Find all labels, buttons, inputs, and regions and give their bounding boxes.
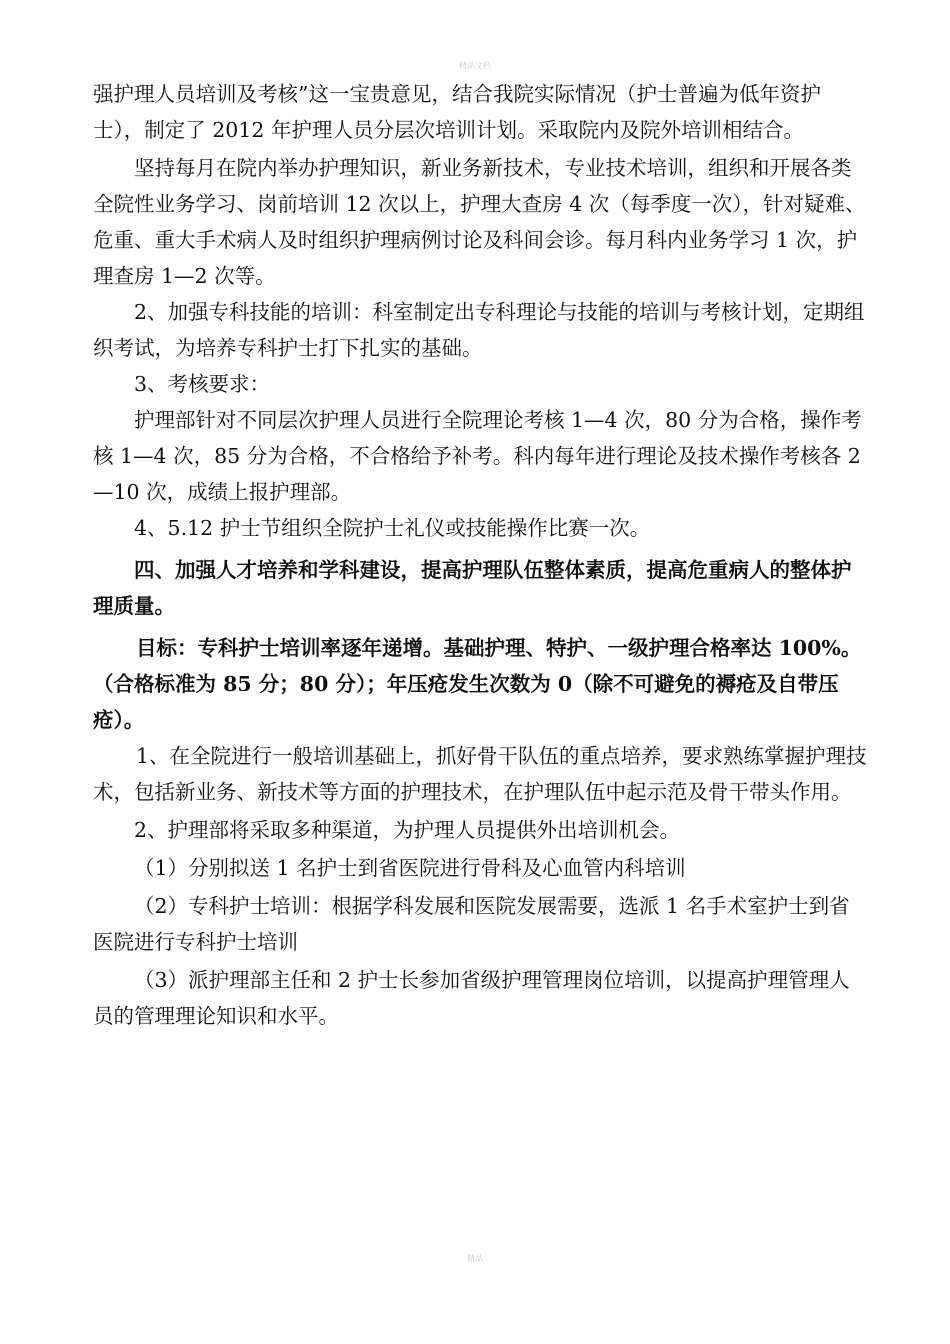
section-heading-talent: 四、加强人才培养和学科建设，提高护理队伍整体素质，提高危重病人的整体护理质量。 xyxy=(93,558,852,618)
paragraph-nurses-day: 4、5.12 护士节组织全院护士礼仪或技能操作比赛一次。 xyxy=(134,516,651,540)
document-body xyxy=(93,76,868,1034)
paragraph-goal: 目标：专科护士培训率逐年递增。基础护理、特护、一级护理合格率达 100%。（合格标准为 85 分；80 分）；年压疮发生次数为 0（除不可避免的褥疮及自带压疮）。 xyxy=(93,636,862,732)
paragraph-item-3: （3）派护理部主任和 2 护士长参加省级护理管理岗位培训，以提高护理管理人员的管理理论知识和水平。 xyxy=(93,968,850,1028)
paragraph-training-plan: 强护理人员培训及考核”这一宝贵意见，结合我院实际情况（护士普遍为低年资护士），制定了 2012 年护理人员分层次培训计划。采取院内及院外培训相结合。 xyxy=(93,82,821,142)
paragraph-item-2: （2）专科护士培训：根据学科发展和医院发展需要，选派 1 名手术室护士到省医院进行专科护士培训 xyxy=(93,894,850,954)
paragraph-item-1: （1）分别拟送 1 名护士到省医院进行骨科及心血管内科培训 xyxy=(134,856,686,880)
paragraph-specialty-skills: 2、加强专科技能的培训：科室制定出专科理论与技能的培训与考核计划，定期组织考试，为培养专科护士打下扎实的基础。 xyxy=(93,300,865,360)
paragraph-external-training: 2、护理部将采取多种渠道，为护理人员提供外出培训机会。 xyxy=(134,818,681,842)
footer-watermark: 精品 xyxy=(467,1254,483,1263)
paragraph-assessment-requirements: 护理部针对不同层次护理人员进行全院理论考核 1—4 次，80 分为合格，操作考核 1—4 次，85 分为合格，不合格给予补考。科内每年进行理论及技术操作考核各 2—10 次，成绩上报护理部。 xyxy=(93,408,862,504)
header-watermark: 精品文档 xyxy=(459,61,491,70)
paragraph-monthly-training: 坚持每月在院内举办护理知识，新业务新技术，专业技术培训，组织和开展各类全院性业务学习、岗前培训 12 次以上，护理大查房 4 次（每季度一次），针对疑难、危重、重大手术病人及时组织护理病例讨论及科间会诊。每月科内业务学习 1 次，护理查房 1—2 次等。 xyxy=(93,156,866,288)
paragraph-assessment-heading: 3、考核要求： xyxy=(134,372,271,396)
paragraph-backbone-training: 1、在全院进行一般培训基础上，抓好骨干队伍的重点培养，要求熟练掌握护理技术，包括新业务、新技术等方面的护理技术，在护理队伍中起示范及骨干带头作用。 xyxy=(93,744,867,804)
